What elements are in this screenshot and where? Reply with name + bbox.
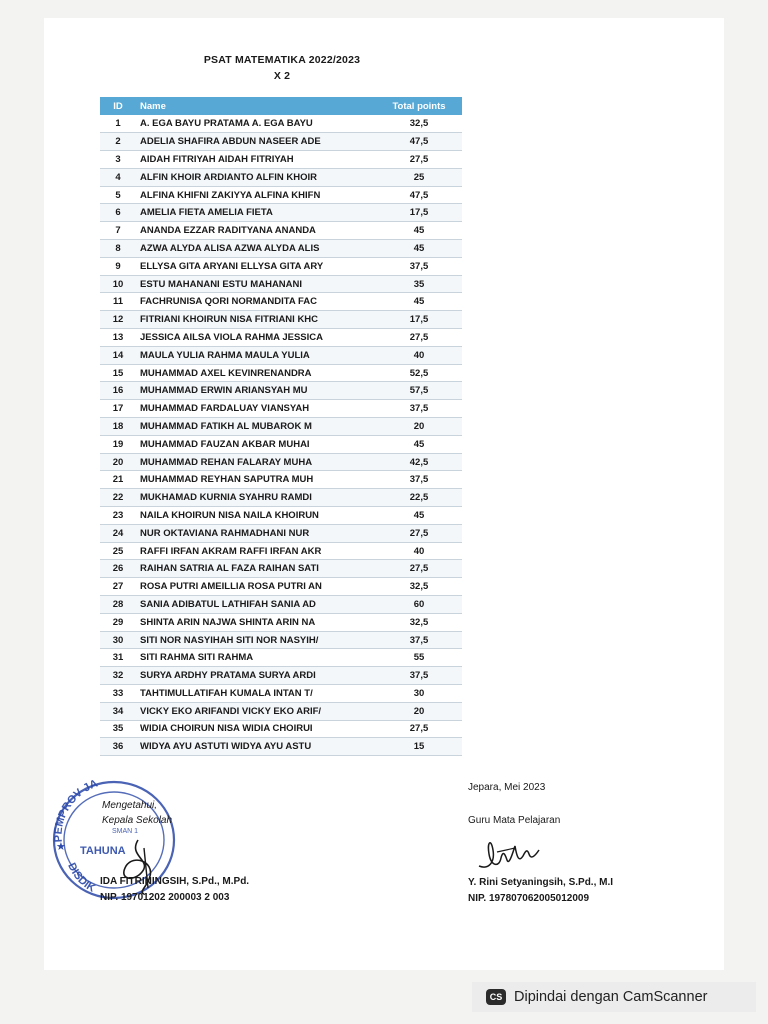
student-name: RAIHAN SATRIA AL FAZA RAIHAN SATI — [140, 563, 319, 575]
table-row — [100, 542, 462, 560]
row-name-cell — [136, 418, 376, 436]
student-name: SHINTA ARIN NAJWA SHINTA ARIN NA — [140, 616, 316, 628]
row-name-cell — [136, 293, 376, 311]
row-id-cell: 10 — [100, 275, 136, 293]
student-name: AIDAH FITRIYAH AIDAH FITRIYAH — [140, 153, 294, 165]
student-name: VICKY EKO ARIFANDI VICKY EKO ARIF/ — [140, 705, 322, 717]
student-name: RAFFI IRFAN AKRAM RAFFI IRFAN AKR — [140, 545, 322, 557]
table-row — [100, 204, 462, 222]
row-name-cell — [136, 346, 376, 364]
row-name-cell — [136, 489, 376, 507]
row-id-cell: 16 — [100, 382, 136, 400]
student-name: MUHAMMAD AXEL KEVINRENANDRA — [140, 367, 312, 379]
row-name-cell — [136, 667, 376, 685]
row-name-cell — [136, 151, 376, 169]
student-name: ESTU MAHANANI ESTU MAHANANI — [140, 278, 303, 290]
place-date: Jepara, Mei 2023 — [468, 782, 546, 793]
row-id-cell: 22 — [100, 489, 136, 507]
table-row — [100, 133, 462, 151]
student-name: SITI RAHMA SITI RAHMA — [140, 652, 254, 664]
stamp-star-icon: ★ — [56, 841, 66, 853]
principal-role-label: Kepala Sekolah — [102, 815, 173, 826]
camscanner-logo-icon: CS — [486, 989, 506, 1005]
student-name: ANANDA EZZAR RADITYANA ANANDA — [140, 225, 316, 237]
row-name-cell — [136, 364, 376, 382]
row-name-cell — [136, 311, 376, 329]
row-id-cell: 24 — [100, 524, 136, 542]
teacher-name: Y. Rini Setyaningsih, S.Pd., M.I — [468, 877, 614, 888]
row-id-cell: 33 — [100, 685, 136, 703]
row-id-cell: 5 — [100, 186, 136, 204]
table-row — [100, 560, 462, 578]
row-id-cell: 6 — [100, 204, 136, 222]
row-name-cell — [136, 631, 376, 649]
row-name-cell — [136, 613, 376, 631]
student-name: FACHRUNISA QORI NORMANDITA FAC — [140, 296, 317, 308]
row-points-cell: 35 — [376, 275, 462, 293]
row-name-cell — [136, 578, 376, 596]
row-name-cell — [136, 542, 376, 560]
row-points-cell: 37,5 — [376, 257, 462, 275]
teacher-nip: NIP. 197807062005012009 — [468, 893, 590, 904]
student-name: ALFINA KHIFNI ZAKIYYA ALFINA KHIFN — [140, 189, 321, 201]
row-points-cell: 27,5 — [376, 560, 462, 578]
row-id-cell: 34 — [100, 702, 136, 720]
stamp-bottom-text: DISDIK — [65, 861, 98, 895]
row-points-cell: 45 — [376, 507, 462, 525]
stamp-center-text: TAHUNA — [80, 845, 126, 857]
row-id-cell: 3 — [100, 151, 136, 169]
row-points-cell: 60 — [376, 596, 462, 614]
row-id-cell: 35 — [100, 720, 136, 738]
row-name-cell — [136, 204, 376, 222]
student-name: TAHTIMULLATIFAH KUMALA INTAN T/ — [140, 687, 313, 699]
row-points-cell: 47,5 — [376, 133, 462, 151]
student-name: SITI NOR NASYIHAH SITI NOR NASYIH/ — [140, 634, 319, 646]
table-row — [100, 649, 462, 667]
row-points-cell: 45 — [376, 435, 462, 453]
student-name: WIDYA AYU ASTUTI WIDYA AYU ASTU — [140, 741, 312, 753]
student-name: MUHAMMAD REYHAN SAPUTRA MUH — [140, 474, 314, 486]
student-name: MUHAMMAD FAUZAN AKBAR MUHAI — [140, 438, 310, 450]
row-points-cell: 40 — [376, 346, 462, 364]
scores-table — [100, 97, 462, 756]
row-points-cell: 27,5 — [376, 720, 462, 738]
table-row — [100, 524, 462, 542]
row-id-cell: 32 — [100, 667, 136, 685]
table-row — [100, 346, 462, 364]
row-points-cell: 32,5 — [376, 578, 462, 596]
row-name-cell — [136, 240, 376, 258]
principal-name: IDA FITRININGSIH, S.Pd., M.Pd. — [100, 876, 250, 887]
row-name-cell — [136, 738, 376, 756]
table-row — [100, 667, 462, 685]
student-name: MUKHAMAD KURNIA SYAHRU RAMDI — [140, 492, 312, 504]
row-name-cell — [136, 257, 376, 275]
table-row — [100, 186, 462, 204]
row-points-cell: 45 — [376, 293, 462, 311]
row-name-cell — [136, 702, 376, 720]
row-points-cell: 30 — [376, 685, 462, 703]
row-id-cell: 28 — [100, 596, 136, 614]
student-name: SURYA ARDHY PRATAMA SURYA ARDI — [140, 670, 316, 682]
row-points-cell: 52,5 — [376, 364, 462, 382]
row-name-cell — [136, 329, 376, 347]
row-name-cell — [136, 685, 376, 703]
student-name: ELLYSA GITA ARYANI ELLYSA GITA ARY — [140, 260, 324, 272]
row-id-cell: 8 — [100, 240, 136, 258]
table-row — [100, 240, 462, 258]
row-points-cell: 17,5 — [376, 204, 462, 222]
row-name-cell — [136, 186, 376, 204]
row-name-cell — [136, 435, 376, 453]
row-id-cell: 14 — [100, 346, 136, 364]
student-name: NAILA KHOIRUN NISA NAILA KHOIRUN — [140, 509, 319, 521]
row-points-cell: 55 — [376, 649, 462, 667]
row-id-cell: 23 — [100, 507, 136, 525]
student-name: A. EGA BAYU PRATAMA A. EGA BAYU — [140, 118, 313, 130]
table-row — [100, 507, 462, 525]
row-points-cell: 37,5 — [376, 667, 462, 685]
column-header-points: Total points — [376, 97, 462, 115]
acknowledged-label: Mengetahui, — [102, 800, 158, 811]
row-id-cell: 26 — [100, 560, 136, 578]
table-row — [100, 418, 462, 436]
table-row — [100, 293, 462, 311]
row-id-cell: 12 — [100, 311, 136, 329]
column-header-name: Name — [136, 97, 376, 115]
table-body — [100, 115, 462, 756]
stamp-middle-text: SMAN 1 — [112, 828, 139, 835]
row-name-cell — [136, 382, 376, 400]
row-name-cell — [136, 524, 376, 542]
table-row — [100, 453, 462, 471]
teacher-role-label: Guru Mata Pelajaran — [468, 815, 561, 826]
row-points-cell: 22,5 — [376, 489, 462, 507]
row-points-cell: 20 — [376, 418, 462, 436]
row-name-cell — [136, 168, 376, 186]
row-id-cell: 19 — [100, 435, 136, 453]
row-name-cell — [136, 596, 376, 614]
table-header-row — [100, 97, 462, 115]
table-row — [100, 311, 462, 329]
student-name: NUR OKTAVIANA RAHMADHANI NUR — [140, 527, 310, 539]
table-row — [100, 596, 462, 614]
student-name: MUHAMMAD ERWIN ARIANSYAH MU — [140, 385, 308, 397]
table-row — [100, 578, 462, 596]
table-row — [100, 364, 462, 382]
table-row — [100, 685, 462, 703]
table-row — [100, 720, 462, 738]
document-class: X 2 — [273, 70, 291, 82]
row-id-cell: 4 — [100, 168, 136, 186]
row-points-cell: 27,5 — [376, 329, 462, 347]
row-name-cell — [136, 222, 376, 240]
row-name-cell — [136, 400, 376, 418]
row-points-cell: 45 — [376, 240, 462, 258]
row-points-cell: 47,5 — [376, 186, 462, 204]
row-name-cell — [136, 133, 376, 151]
row-id-cell: 9 — [100, 257, 136, 275]
stamp-top-text: PEMPROV JA — [52, 777, 100, 843]
table-row — [100, 275, 462, 293]
row-id-cell: 36 — [100, 738, 136, 756]
student-name: MUHAMMAD REHAN FALARAY MUHA — [140, 456, 313, 468]
row-id-cell: 1 — [100, 115, 136, 133]
row-name-cell — [136, 453, 376, 471]
row-id-cell: 11 — [100, 293, 136, 311]
table-row — [100, 115, 462, 133]
row-id-cell: 15 — [100, 364, 136, 382]
student-name: ADELIA SHAFIRA ABDUN NASEER ADE — [140, 136, 321, 148]
row-name-cell — [136, 115, 376, 133]
row-name-cell — [136, 275, 376, 293]
row-points-cell: 37,5 — [376, 400, 462, 418]
camscanner-text: Dipindai dengan CamScanner — [514, 989, 708, 1005]
table-row — [100, 400, 462, 418]
student-name: ROSA PUTRI AMEILLIA ROSA PUTRI AN — [140, 581, 322, 593]
row-name-cell — [136, 471, 376, 489]
svg-text:PEMPROV JA — [53, 778, 100, 843]
row-points-cell: 27,5 — [376, 524, 462, 542]
row-points-cell: 40 — [376, 542, 462, 560]
row-points-cell: 42,5 — [376, 453, 462, 471]
table-row — [100, 702, 462, 720]
table-row — [100, 382, 462, 400]
row-points-cell: 37,5 — [376, 631, 462, 649]
table-row — [100, 631, 462, 649]
student-name: JESSICA AILSA VIOLA RAHMA JESSICA — [140, 331, 323, 343]
row-points-cell: 27,5 — [376, 151, 462, 169]
row-id-cell: 2 — [100, 133, 136, 151]
table-row — [100, 257, 462, 275]
row-points-cell: 57,5 — [376, 382, 462, 400]
row-id-cell: 30 — [100, 631, 136, 649]
student-name: MAULA YULIA RAHMA MAULA YULIA — [140, 349, 310, 361]
table-row — [100, 329, 462, 347]
row-points-cell: 32,5 — [376, 613, 462, 631]
table-row — [100, 738, 462, 756]
principal-signature-mark — [108, 836, 178, 896]
student-name: FITRIANI KHOIRUN NISA FITRIANI KHC — [140, 314, 319, 326]
student-name: AZWA ALYDA ALISA AZWA ALYDA ALIS — [140, 242, 320, 254]
table-row — [100, 489, 462, 507]
student-name: ALFIN KHOIR ARDIANTO ALFIN KHOIR — [140, 171, 317, 183]
student-name: MUHAMMAD FARDALUAY VIANSYAH — [140, 403, 310, 415]
student-name: AMELIA FIETA AMELIA FIETA — [140, 207, 273, 219]
row-id-cell: 17 — [100, 400, 136, 418]
student-name: WIDIA CHOIRUN NISA WIDIA CHOIRUI — [140, 723, 313, 735]
column-header-id: ID — [100, 97, 136, 115]
teacher-signature-mark — [475, 832, 555, 874]
row-name-cell — [136, 649, 376, 667]
camscanner-watermark — [472, 982, 756, 1012]
row-points-cell: 15 — [376, 738, 462, 756]
row-points-cell: 37,5 — [376, 471, 462, 489]
row-id-cell: 13 — [100, 329, 136, 347]
table-row — [100, 222, 462, 240]
table-row — [100, 435, 462, 453]
student-name: SANIA ADIBATUL LATHIFAH SANIA AD — [140, 598, 316, 610]
row-points-cell: 32,5 — [376, 115, 462, 133]
principal-nip: NIP. 19701202 200003 2 003 — [100, 892, 230, 903]
row-id-cell: 20 — [100, 453, 136, 471]
row-points-cell: 45 — [376, 222, 462, 240]
row-name-cell — [136, 560, 376, 578]
table-row — [100, 168, 462, 186]
row-id-cell: 21 — [100, 471, 136, 489]
row-name-cell — [136, 507, 376, 525]
row-points-cell: 25 — [376, 168, 462, 186]
row-name-cell — [136, 720, 376, 738]
row-id-cell: 25 — [100, 542, 136, 560]
row-points-cell: 17,5 — [376, 311, 462, 329]
row-id-cell: 18 — [100, 418, 136, 436]
document-title: PSAT MATEMATIKA 2022/2023 — [203, 54, 361, 66]
row-id-cell: 27 — [100, 578, 136, 596]
table-row — [100, 471, 462, 489]
student-name: MUHAMMAD FATIKH AL MUBAROK M — [140, 420, 312, 432]
row-id-cell: 31 — [100, 649, 136, 667]
table-row — [100, 151, 462, 169]
row-id-cell: 29 — [100, 613, 136, 631]
table-row — [100, 613, 462, 631]
row-id-cell: 7 — [100, 222, 136, 240]
row-points-cell: 20 — [376, 702, 462, 720]
document-header — [200, 52, 364, 84]
